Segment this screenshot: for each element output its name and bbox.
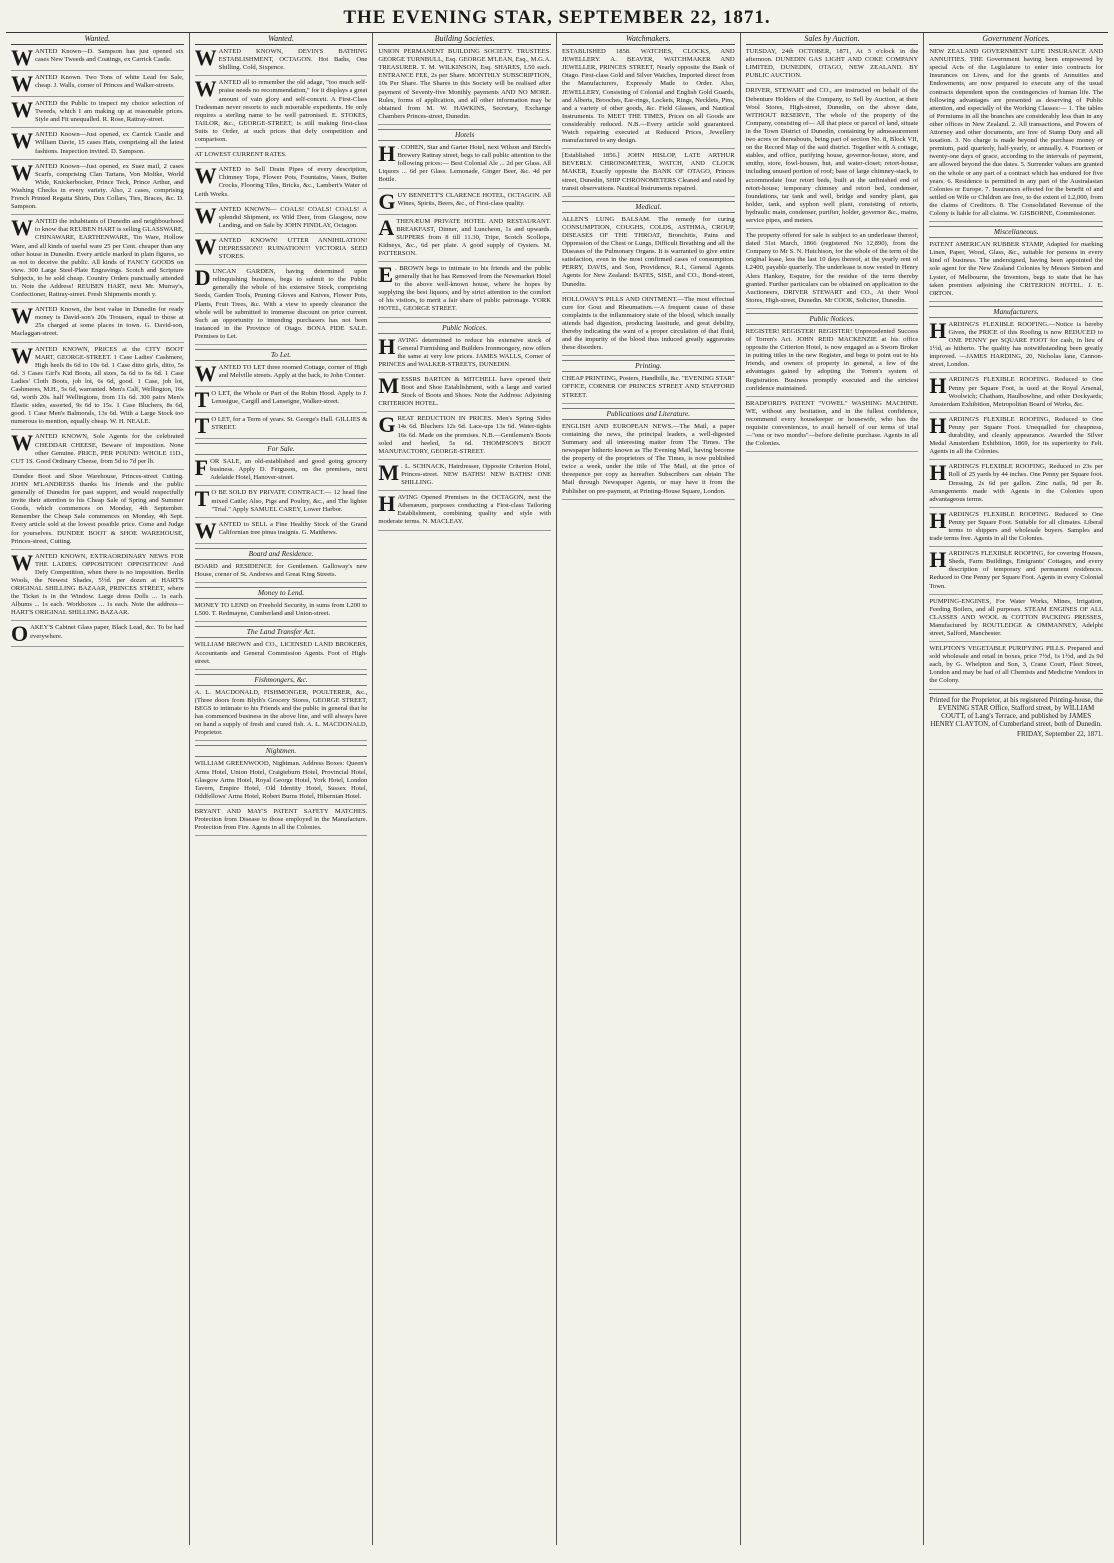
ad-block <box>929 376 1103 412</box>
ad-text: ANTED the Public to inspect my choice selection of Tweeds, which I am making up at reasonable prices. Style and Fit unequalled. R. Rose, Rattray-street. <box>35 100 184 124</box>
ad-text: ANTED Known, the best value in Dunedin for ready money is David-son's 20s Trousers, equal to those at 25s charged at some places in town. G. David-son, Maclaggan-street. <box>11 306 184 338</box>
ad-block <box>746 48 919 84</box>
ad-text: WILLIAM BROWN and CO., LICENSED LAND BROKERS, Accountants and General Commission Agents. Foot of High-street. <box>194 641 368 665</box>
ad-text: ANTED the inhabitants of Dunedin and neighbourhood to know that REUBEN HART is selling GLASSWARE, CHINAWARE, EARTHENWARE, Tin Ware, Hollow Ware, and all kinds of useful ware 25 per Cent. cheaper than any other house in Dunedin. Every article marked in plain figures, so as not to deceive the public. All kinds of FANCY GOODS on view. 300 Large Steel-Plate Engravings. Scotch and Scripture Subjects, to be sold cheap. Country Orders punctually attended to. Note the Address! REUBEN HART, next Mr. Murray's, Confectioner, Rattray-street. Fresh Shipments month y. <box>11 218 184 299</box>
ad-text: BRYANT AND MAY'S PATENT SAFETY MATCHES. Protection from Disease to those employed in the Manufacture. Protection from Fire. Agents in all the Colonies. <box>194 807 368 832</box>
ad-initial: M <box>378 376 400 398</box>
ad-text: A. L. MACDONALD, FISHMONGER, POULTERER, &c., (Three doors from Blyth's Grocery Stores, GEORGE STREET, BEGS to intimate to his Friends and the public in general that he has commenced business in the above line, and will always have on hand a supply of fresh and cured fish. A. L. MACDONALD, Proprietor. <box>194 688 368 737</box>
ad-block <box>929 321 1103 374</box>
ad-block <box>929 241 1103 302</box>
section-heading: Money to Lend. <box>195 587 368 599</box>
ad-initial: G <box>378 191 396 214</box>
column-watchmakers <box>557 33 741 1545</box>
ad-block <box>195 641 368 669</box>
ad-block <box>195 79 368 148</box>
ad-block <box>11 100 184 128</box>
column-heading: Watchmakers. <box>562 35 735 45</box>
ad-text: DRIVER, STEWART and CO., are instructed on behalf of the Debenture Holders of the Company, to Sell by Auction, at their Wool Stores, High-street, Dunedin, on the above date, WITHOUT RESERVE, The whole of the property of the Company, consisting of— All that piece or parcel of land, situate in the Town District of Dunedin, containing by admeasurement two acres or thereabouts, being part of section No. 8, Block VII, on the Record Map of the said district. Together with A cottage, stables, and office, purifying house, governor-house, store, and smithy, store, fowl-houses, hut, and water-closet; retort-house, including unused portion of roof; base of large chimney-stack, to accommodate four retort beds, built at the unfinished end of retort-house; temporary chimney and retort bed, condenser, foundations, tar tank and well, bridge and sundry plant, gas holder, tank, and syphon well plant, consisting of retorts, hydraulic main, condenser, purifier, holder, governor &c., mains, service pipes, and meters. <box>745 87 919 224</box>
ad-text: REAT REDUCTION IN PRICES. Men's Spring Sides 14s 6d. Bluchers 12s 6d. Lace-ups 13s 6d. Water-tights 16s 6d. Made on the premises. N.B.—Gentlemen's Boots soled and heeled, 5s 6d. THOMPSON'S BOOT MANUFACTORY, GEORGE-STREET. <box>378 415 551 455</box>
ad-initial: W <box>11 100 33 123</box>
ad-text: ESSRS BARTON & MITCHELL have opened their Boot and Shoe Establishment, with a large and varied Stock of Boots and Shoes. Note the Address: Adjoining CRITERION HOTEL. <box>378 376 551 408</box>
ad-block <box>746 87 919 229</box>
ad-block <box>195 808 368 836</box>
section-heading: Board and Residence. <box>195 548 368 560</box>
ad-block <box>929 463 1103 507</box>
ad-initial: O <box>11 624 29 647</box>
ad-initial: H <box>929 376 947 399</box>
section-heading: Printing. <box>562 360 735 372</box>
ad-initial: H <box>929 550 947 573</box>
ad-block <box>378 218 551 262</box>
ad-text: ANTED KNOWN, PRICES at the CITY BOOT MART, GEORGE-STREET. 1 Case Ladies' Cashmere, High heels 8s 6d to 10s 6d. 1 Case ditto girls, ditto, 5s 6d. 3 Cases Girl's Kid Boots, all sizes, 5s 6d to 6s 6d. 1 Case Ladies' Cloth Boots, job lot, 6s 6d, good. 1 Case, job lot, Cashmeres, M.H., 5s 6d, warranted. Men's Calf, Wellington, 16s 6d, worth 20s. half Wellingtons, from 11s 6d. 300 pairs Men's Elastic sides, assorted, 9s 6d to 15s. 1 Case Bluchers, 8s 6d, good. 1 Case Men's Balmorals, 13s 6d. With a Large Stock too numerous to mention, equally cheap. W. H. NEALE. <box>11 345 184 426</box>
ad-text: ANTED to SELL a Fine Healthy Stock of the Grand Californian tree pinus insignis. G. Matthews. <box>218 520 368 536</box>
section-heading: Medical. <box>562 201 735 213</box>
column-wanted-2 <box>190 33 374 1545</box>
column-building-societies <box>373 33 557 1545</box>
imprint-text: Printed for the Proprietor, at his registered Printing-house, the EVENING STAR Office, Stafford street, by WILLIAM COUTT, of Lang's Terrace, and published by JAMES HENRY CLAYTON, of Cumberland street, both of Dunedin. <box>929 695 1103 728</box>
ad-text: O LET, for a Term of years. St. George's Hall. GILLIES & STREET. <box>211 416 368 432</box>
ad-block <box>929 645 1103 689</box>
ad-text: . COHEN, Star and Garter Hotel, next Wilson and Birch's Brewery Rattray street, begs to call public attention to the following prices:— Best Colonial Ale ... 2d per Glass. All Liquors ... 6d per Glass. Lemonade, Ginger Beer, &c. 4d per Bottle. <box>378 144 551 184</box>
ad-block <box>378 337 551 373</box>
ad-block <box>195 760 368 804</box>
ad-text: AT LOWEST CURRENT RATES. <box>194 151 287 159</box>
ad-text: UNCAN GARDEN, having determined upon relinquishing business, begs to submit to the Public generally the whole of his extensive Stock, comprising Seeds, Garden Tools, Pruning Gloves and Knives, Flower Pots, Plants, Fruit Trees, &c. With a view to speedy clearance the whole will be submitted to immense discount on price current. Such an opportunity to intending purchasers has not been instanced in the Province of Otago. BONA FIDE SALE. Premises to Let. <box>194 268 368 340</box>
ad-initial: W <box>11 74 33 97</box>
ad-block <box>11 218 184 303</box>
section-heading: Publications and Literature. <box>562 408 735 420</box>
ad-text: The property offered for sale is subject to an underlease thereof, dated 31st March, 1866 (registered No 12,890), from the Company to Mr S. N. Hutchison, for the whole of the term of the original lease, less the last 10 days thereof, at the yearly rent of L2400, payable quarterly. The underlease is now vested in Henry Alers Hankey, Esquire, for the residue of the term thereby granted. Further particulars can be obtained on application to the Auctioneers, DRIVER STEWART and CO., At their Wool Stores, High-street, Dunedin. Mr COOK, Solicitor, Dunedin. <box>745 232 919 304</box>
ad-text: ALLEN'S LUNG BALSAM. The remedy for curing CONSUMPTION, COUGHS, COLDS, ASTHMA, CROUP, DISEASES OF THE THROAT, Bronchitis, Pains and Oppression of the Chest or Lungs, Difficult Breathing and all the Diseases of the Pulmonary Organs. It is warranted to give entire satisfaction, even in the most confirmed cases of consumption. PERRY, DAVIS, and Son, Providence, R.I., General Agents. Agents for New Zealand: BATES, SISE, and CO., Bond-street, Dunedin. <box>562 215 735 288</box>
ad-text: PATENT AMERICAN RUBBER STAMP, Adapted for marking Linen, Paper, Wood, Glass, &c., suitable for persons in every kind of business. The undersigned, having been appointed the sole agent for the New Zealand Colonies by Messrs Stetson and Lyster, of Melbourne, the Inventors, begs to state that he has taken premises adjoining the CRITERION HOTEL. J. E. ORTON. <box>929 241 1103 297</box>
ad-initial: T <box>194 416 210 439</box>
ad-block <box>195 521 368 544</box>
ad-initial: M <box>378 462 400 485</box>
column-heading: Building Societies. <box>378 35 551 45</box>
ad-text: HOLLOWAY'S PILLS AND OINTMENT.—The most effectual cure for Gout and Rheumatism.—A frequent cause of these complaints is the inflammatory state of the blood, which usually attends bad digestion, producing lassitude, and great debility, thereby indicating the want of a proper circulation of that fluid, and the impurity of the blood thus induced greatly aggravates these disorders. <box>562 295 735 352</box>
column-auction <box>741 33 925 1545</box>
ad-text: ARDING'S FLEXIBLE ROOFING. Reduced to One Penny per Square Foot. Suitable for all climates. Liberal terms to shippers and wholesale buyers. Samples and trade terms free. Agents in all the Colonies. <box>929 510 1103 543</box>
ad-initial: H <box>929 463 947 486</box>
ad-text: BOARD and RESIDENCE for Gentlemen. Galloway's new House, corner of St. Andrews and Great King Streets. <box>194 562 368 578</box>
ad-text: ANTED to Sell Drain Pipes of every description, Chimney Tops, Flower Pots, Fountains, Vases, Butter Crocks, Flooring Tiles, Bricks, &c., Lambert's Water of Leith Works. <box>194 166 368 198</box>
section-heading: Hotels <box>378 129 551 141</box>
ad-text: ANTED KNOWN, Sole Agents for the celebrated CHEDDAR CHEESE, Beware of imposition. None other Genuine. PRICE, PER POUND: WHOLE 11D., CUT 1S. Good Ordinary Cheese, from 5d to 7d per lb. <box>11 433 184 465</box>
ad-block <box>378 376 551 412</box>
ad-block <box>746 232 919 309</box>
ad-block <box>929 48 1103 222</box>
ad-text: AVING Opened Premises in the OCTAGON, next the Athenæum, purposes conducting a First-class Tailoring Establishment, combining quality and style with moderate terms. N. MACLEAY. <box>378 494 551 526</box>
ad-initial: W <box>11 552 33 575</box>
ad-text: AKEY'S Cabinet Glass paper, Black Lead, &c. To be had everywhere. <box>30 624 184 640</box>
ad-text: ANTED Known—D. Sampson has just opened six cases New Tweeds and Coatings, ex Carrick Castle. <box>35 48 184 64</box>
column-government <box>924 33 1108 1545</box>
ad-initial: W <box>194 48 217 71</box>
ad-block <box>378 463 551 491</box>
ad-initial: G <box>378 415 396 438</box>
ad-initial: H <box>378 494 396 517</box>
ad-block <box>11 473 184 550</box>
ad-block <box>746 400 919 453</box>
ad-block <box>929 598 1103 642</box>
ad-block <box>378 265 551 318</box>
ad-block <box>195 166 368 202</box>
ad-initial: H <box>929 415 947 438</box>
column-heading: Wanted. <box>195 35 368 45</box>
ad-text: REGISTER! REGISTER! REGISTER! Unprecedented Success of Torren's Act. JOHN REID MACKENZIE at his office opposite the Criterion Hotel, is now engaged as a Sworn Broker in putting titles in the new Register, and begs to point out to his friends, and owners of property in general, a few of the advantages gained by adopting the Torren's system of Registration. Business promptly executed and the strictest confidence maintained. <box>745 328 919 392</box>
ad-block <box>929 550 1103 594</box>
imprint-date: FRIDAY, September 22, 1871. <box>1017 729 1103 738</box>
ad-block <box>562 296 735 357</box>
imprint <box>929 693 1103 738</box>
ad-block <box>378 144 551 188</box>
ad-initial: W <box>11 218 33 241</box>
masthead-title: THE EVENING STAR, SEPTEMBER 22, 1871. <box>343 7 771 28</box>
ad-block <box>929 511 1103 547</box>
ad-block <box>195 206 368 234</box>
ad-initial: W <box>11 162 33 185</box>
ad-initial: T <box>194 489 210 512</box>
ad-block <box>11 433 184 469</box>
ad-initial: W <box>194 166 217 189</box>
ad-text: BRADFORD'S PATENT "VOWEL" WASHING MACHINE. WE, without any hesitation, and in the fullest confidence, recommend every housekeeper or housewife, who has the requisite conveniences, to avail herself of our terms of trial—"one or two months"—before definite purchase. Agents in all the Colonies. <box>745 399 919 448</box>
ad-block <box>562 375 735 403</box>
ad-initial: W <box>194 205 217 228</box>
ad-initial: F <box>194 458 209 481</box>
ad-block <box>929 416 1103 460</box>
ad-text: THENÆUM PRIVATE HOTEL AND RESTAURANT. BREAKFAST, Dinner, and Luncheon, 1s and upwards. SUPPERS from 8 till 11.30, Tripe, Scotch Scollops, Kidneys, &c., 6d per plate. A good supply of Oysters. M. PATTERSON. <box>378 217 551 257</box>
ad-block <box>11 306 184 342</box>
ad-block <box>11 48 184 71</box>
ad-initial: W <box>11 131 33 154</box>
ad-block <box>195 689 368 742</box>
column-wanted-1 <box>6 33 190 1545</box>
ad-block <box>195 563 368 583</box>
ad-text: CHEAP PRINTING, Posters, Handbills, &c. "EVENING STAR" OFFICE, CORNER OF PRINCES STREET AND STAFFORD STREET. <box>562 375 735 399</box>
ad-text: [Established 1856.] JOHN HISLOP, LATE ARTHUR BEVERLY. CHRONOMETER, WATCH, AND CLOCK MAKER, Exactly opposite the BANK OF OTAGO, Princes street, Dunedin, SHIP CHRONOMETERS Cleaned and rated by transit observations. Nautical Instruments repaired. <box>562 152 735 192</box>
ad-block <box>195 602 368 622</box>
ad-initial: W <box>11 306 33 329</box>
ad-initial: H <box>378 336 396 359</box>
ad-text: WILLIAM GREENWOOD, Nightman. Address Boxes: Queen's Arms Hotel, Union Hotel, Craigieburn Hotel, Provincial Hotel, Glasgow Arms Hotel, Royal George Hotel, York Hotel, London Tavern, Empire Hotel, Old Identity Hotel, Sussex Hotel, Oddfellows' Arms Hotel, Robert Burns Hotel, Hibernian Hotel. <box>194 760 368 800</box>
ad-initial: W <box>194 79 217 102</box>
ad-initial: W <box>11 48 33 71</box>
ad-block <box>378 415 551 459</box>
masthead <box>6 4 1108 33</box>
ad-text: WELPTON'S VEGETABLE PURIFYING PILLS. Prepared and sold wholesale and retail in boxes, price 7½d, 1s 1½d, and 2s 9d each, by G. Whelpton and Son, 3, Crane Court, Fleet Street, London and may be had of all Chemists and Medicine Vendors in the Colony. <box>929 645 1103 685</box>
section-heading: Public Notices. <box>746 313 919 325</box>
ad-text: ANTED KNOWN, DEVIN'S BATHING ESTABLISHMENT, OCTAGON. Hot Baths, One Shilling. Cold, Sixpence. <box>218 48 368 72</box>
ad-text: ARDING'S FLEXIBLE ROOFING, Reduced to 23s per Roll of 25 yards by 44 inches. One Penny per Square foot. Dressing, 2s 6d per gallon. Zinc nails, 9d per lb. Arrangements made with Agents in the Colonies upon advantageous terms. <box>929 463 1103 503</box>
ad-block <box>195 237 368 265</box>
ad-initial: W <box>194 364 217 387</box>
ad-block <box>11 163 184 216</box>
ad-initial: W <box>194 520 217 543</box>
ad-block <box>11 553 184 622</box>
column-heading: Government Notices. <box>929 35 1103 45</box>
ad-text: O LET, the Whole or Part of the Robin Hood. Apply to J. Lenssigue, Cargill and Lanseigne, Walker-street. <box>211 390 368 406</box>
ad-block <box>195 458 368 486</box>
ad-block <box>746 328 919 397</box>
section-heading: Fishmongers, &c. <box>195 674 368 686</box>
ad-initial: E <box>378 264 394 287</box>
ad-text: AVING determined to reduce his extensive stock of General Furnishing and Builders Ironmongery, now offers the same at very low prices. JAMES WALLS, Corner of PRINCES and WALKER-STREETS, DUNEDIN. <box>378 336 551 368</box>
ad-text: ANTED KNOWN! UTTER ANNIHILATION! DEPRESSION!! RUINATION!!! VICTORIA SEED STORES. <box>218 236 368 261</box>
ad-text: ANTED Known. Two Tons of white Lead for Sale, cheap. J. Walls, corner of Princes and Walker-streets. <box>35 74 184 90</box>
ad-block <box>11 346 184 431</box>
ad-text: Dundee Boot and Shoe Warehouse, Princes-street Cutting. JOHN M'LANDRESS thanks his friends and the public generally of Dunedin for past support, and would respectfully invite their attention to his Cheap Sale of Spring and Summer Goods, which commences on Monday, 4th September. Remember the Cheap Sale commences on Monday, 4th Sept. Every article sold at the lowest possible price. Come and Judge for yourselves. DUNDEE BOOT & SHOE WAREHOUSE, Princes-street, Cutting. <box>11 472 184 545</box>
column-heading: Sales by Auction. <box>746 35 919 45</box>
ad-text: . BROWN begs to intimate to his friends and the public generally that he has Removed from the Newmarket Hotel to the above well-known house, where he hopes by supplying the best liquors, and by strict attention to the comfort of his visitors, to merit a fair share of public patronage. YORK HOTEL, GEORGE STREET. <box>378 264 551 313</box>
ad-text: ANTED Known—Just opened, ex Carrick Castle and William Davie, 15 cases Hats, comprising all the latest fashions. Inspection invited. D. Sampson. <box>35 131 184 155</box>
ad-block <box>195 364 368 387</box>
section-heading: For Sale. <box>195 443 368 455</box>
ad-initial: A <box>378 217 395 240</box>
ad-initial: W <box>194 236 217 259</box>
ad-text: ANTED KNOWN— COALS! COALS! COALS! A splendid Shipment, ex Wild Deer, from Glasgow, now Landing, and on Sale by JOHN FINDLAY, Octagon. <box>218 205 368 229</box>
ad-initial: T <box>194 390 210 413</box>
ad-text: ESTABLISHED 1858. WATCHES, CLOCKS, AND JEWELLERY. A. BEAVER, WATCHMAKER AND JEWELLER, PRINCES STREET, Nearly opposite the Bank of Otago. First-class Gold and Silver Watches, Imported direct from the Manufacturers, Expressly Made to Order. Also, JEWELLERY, Consisting of Colonial and English Gold Guards, and Alberts, Brooches, Ear-rings, Lockets, Rings, Necklets, Pins, and a variety of other goods, &c. Field Glasses, and Nautical Instruments. To MEET THE TIMES, Prices on all Goods are considerably reduced. N.B.—Every article sold guaranteed. Watch repairing executed at Reduced Prices, Jewellery manufactured to any design. <box>562 48 735 145</box>
ad-text: ARDING'S FLEXIBLE ROOFING.—Notice is hereby Given, the PRICE of this Roofing is now REDUCED to ONE PENNY per SQUARE FOOT for cash, in lieu of 1½d, as hitherto. The quality has notwithstanding been greatly improved. —JAMES HARDING, 20, Nicholas lane, Cannon-street, London. <box>929 320 1103 369</box>
ad-text: O BE SOLD BY PRIVATE CONTRACT.— 12 head fine mixed Cattle; Also, Pigs and Poultry, &c., and The lighter "Trial." Apply SAMUEL CAREY, Lower Harbor. <box>211 489 368 513</box>
ad-text: ENGLISH AND EUROPEAN NEWS.—The Mail, a paper containing the news, the principal leaders, a well-digested Summary and all interesting matter from The Times. The newspaper hitherto known as The Evening Mail, having become the property of the proprietors of The Times, is now published twice a week, under the title of The Mail, at the price of threepence per copy as hereafter. Subscribers can obtain The Mail through Newspaper Agents, or may have it from the Publisher on pre-payment, at Printing-House Square, London. <box>562 422 735 495</box>
ad-initial: W <box>11 433 33 456</box>
ad-initial: W <box>11 345 33 368</box>
ad-block <box>195 390 368 413</box>
ad-block <box>562 48 735 149</box>
ad-text: NEW ZEALAND GOVERNMENT LIFE INSURANCE AND ANNUITIES. THE Government having been empowered by special Acts of the Legislature to enter into contracts for Insurances on Lives, and for the grants of Annuities and Endowments, are now prepared to execute any of the usual contracts dependent upon the contingencies of human life. The following advantages are presented as deserving of Public attention, and especially of the Working Classes:— 1. The tables of Premiums in all the branches are considerably less than in any other offices in New Zealand. 2. All transactions, and Powers of Attorney and other documents, are free of Stamp Duty and all taxation. 3. No charge is made beyond the purchase money or premium, paid quarterly, half-yearly, or annually. 4. Fourteen or twenty-one days of grace, according to the intervals of payment, are allowed beyond the due dates. 5. Surrender values are granted on the whole or any part of a contract which has endured for five years. 6. Residence is permitted in any part of the Australasian Colonies or Europe. 7. Insurances effected for the benefit of and settled on Wife or Children are free, to the extent of L2,000, from the claims of Creditors. 8. The Consolidated Revenue of the Colony is liable for all claims. W. GISBORNE, Commissioner. <box>929 48 1103 217</box>
ad-text: ARDING'S FLEXIBLE ROOFING, for covering Houses, Sheds, Farm Buildings, Emigrants' Cottages, and every description of temporary and permanent residences. Reduced to One Penny per Square Foot. Agents in every Colonial Town. <box>929 550 1103 590</box>
ad-block <box>11 74 184 97</box>
ad-block <box>378 48 551 125</box>
ad-text: ANTED TO LET three roomed Cottage, corner of High and Melville streets. Apply at the back, to John Conner. <box>218 364 368 380</box>
ad-block <box>562 216 735 293</box>
ad-block <box>195 416 368 439</box>
columns <box>6 33 1108 1545</box>
ad-block <box>11 131 184 159</box>
ad-text: ARDING'S FLEXIBLE ROOFING, Reduced to One Penny per Square Foot. Unequalled for cheapness, durability, and cleanly appearance. Awarded the Silver Medal Amsterdam Exhibition, 1869, for its superiority to Felt. Agents in all the Colonies. <box>929 415 1103 456</box>
section-heading: Miscellaneous. <box>929 226 1103 238</box>
section-heading: To Let. <box>195 349 368 361</box>
ad-text: ANTED KNOWN, EXTRAORDINARY NEWS FOR THE LADIES. OPPOSITION! OPPOSITION! And Defy Competition, when there is no imposition. Berlin Wools, the Newest Shades, 5½d. per dozen at HART'S ORIGINAL SHILLING BAZAAR, PRINCES STREET, where the Ticket is in the Window. Large dress Dolls ... 1s each. Albums ... 1s each. Workboxes ... 1s each. Note the address—HART'S ORIGINAL SHILLING BAZAAR. <box>11 552 184 617</box>
ad-initial: H <box>378 144 396 167</box>
ad-text: ANTED all to remember the old adage, "too much self-praise needs no recommendation," for it displays a great amount of vain glory and self-conceit. A First-Class Tradesman never resorts to such miserable expedients. He only requires a sterling name to be well patronised. E. STOKES, TAILOR, &c., GEORGE-STREET, is still making first-class Suits to Order, at such prices that defy competition and comparison. <box>194 79 368 144</box>
ad-block <box>195 489 368 517</box>
ad-block <box>378 494 551 530</box>
column-heading: Wanted. <box>11 35 184 45</box>
ad-block <box>195 48 368 76</box>
ad-text: ANTED Known—Just opened, ex Suez mail, 2 cases Scarfs, comprising Clan Tartans, Von Moltke, World Wide, Knickerbocker, Prince Teck, Prince Arthur, and Washing Checks in every variety. Also, 2 cases, comprising French Printed Regatta Shirts, Dux Collars, Ties, Braces, &c. D. Sampson. <box>11 162 184 211</box>
ad-initial: H <box>929 510 947 533</box>
section-heading: Public Notices. <box>378 322 551 334</box>
ad-block <box>11 624 184 647</box>
ad-text: PUMPING-ENGINES, For Water Works, Mines, Irrigation, Feeding Boilers, and all purposes. STEAM ENGINES OF ALL CLASSES AND WOOL & COTTON PACKING PRESSES, Manufactured by ROUTLEDGE & OMMANNEY, Adelphi street, Salford, Manchester. <box>929 597 1103 637</box>
ad-text: UNION PERMANENT BUILDING SOCIETY. TRUSTEES. GEORGE TURNBULL, Esq. GEORGE M'LEAN, Esq., M.G.A. TREASURER. T. M. WILKINSON, Esq. SHARES, L50 each. ENTRANCE FEE, 2s per Share. MONTHLY SUBSCRIPTION, 10s Per Share. The Shares in this Society will be realised after payment of Seventy-five Monthly payments AND NO MORE. Rules, forms of application, and all other information may be obtained from M. W. HAWKINS, Secretary, Exchange Chambers Princes-street, Dunedin. <box>378 48 551 120</box>
ad-text: MONEY TO LEND on Freehold Security, in sums from L200 to L500. T. Redmayne, Cumberland and Union-street. <box>194 602 368 618</box>
ad-block <box>378 192 551 215</box>
ad-text: UY BENNETT'S CLARENCE HOTEL, OCTAGON. All Wines, Spirits, Beers, &c., of First-class quality. <box>397 191 551 207</box>
ad-initial: D <box>194 268 211 291</box>
section-heading: Nightmen. <box>195 745 368 757</box>
ad-text: TUESDAY, 24th OCTOBER, 1871, At 3 o'clock in the afternoon. DUNEDIN GAS LIGHT AND COKE COMPANY LIMITED, DUNEDIN, OTAGO, NEW ZEALAND. BY PUBLIC AUCTION. <box>745 48 919 80</box>
ad-block <box>195 151 368 163</box>
ad-initial: H <box>929 320 947 343</box>
section-heading: The Land Transfer Act. <box>195 626 368 638</box>
ad-block <box>562 152 735 196</box>
ad-block <box>195 268 368 345</box>
ad-block <box>562 423 735 500</box>
ad-text: OR SALE, an old-established and good going grocery business. Apply D. Ferguson, on the premises, next Adelaide Hotel, Hanover-street. <box>210 458 368 482</box>
section-heading: Manufacturers. <box>929 306 1103 318</box>
ad-text: ARDING'S FLEXIBLE ROOFING. Reduced to One Penny per Square Foot, is used at the Royal Arsenal, Woolwich; Chatham, Haulbowline, and other Dockyards; Amsterdam Exhibition, Metropolitan Board of Works, &c. <box>929 376 1103 408</box>
ad-text: . L. SCHNACK, Hairdresser, Opposite Criterion Hotel, Princes-street. NEW BATHS! NEW BATHS! ONE SHILLING. <box>401 462 551 487</box>
